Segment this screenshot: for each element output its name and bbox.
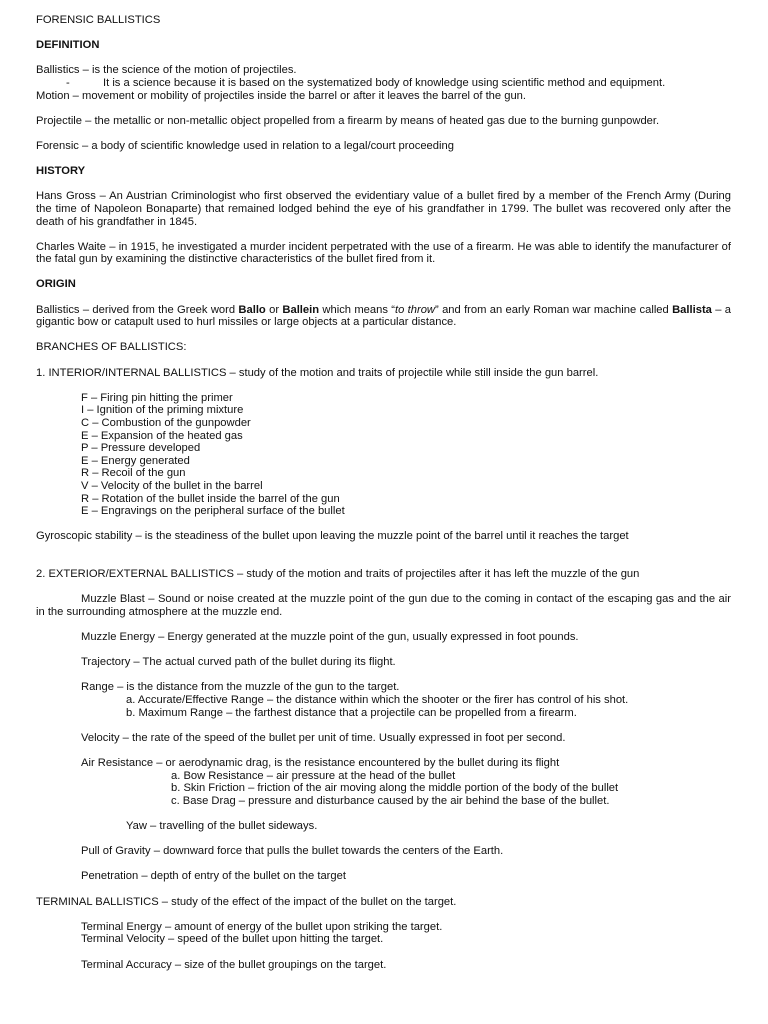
to-throw-term: to throw: [394, 303, 436, 316]
list-item: E – Engravings on the peripheral surface of the bullet: [81, 505, 345, 518]
history-heading: HISTORY: [36, 165, 86, 178]
list-item: R – Rotation of the bullet inside the barrel of the gun: [81, 492, 340, 505]
muzzle-energy: Muzzle Energy – Energy generated at the muzzle point of the gun, usually expressed in foot pounds.: [81, 631, 579, 644]
list-item: P – Pressure developed: [81, 442, 201, 455]
skin-friction: b. Skin Friction – friction of the air moving along the middle portion of the body of the bullet: [171, 782, 619, 795]
bullet-text: It is a science because it is based on the systematized body of knowledge using scientific method and equipment.: [103, 76, 666, 89]
terminal-velocity: Terminal Velocity – speed of the bullet upon hitting the target.: [81, 933, 384, 946]
list-item: E – Energy generated: [81, 454, 190, 467]
list-item: E – Expansion of the heated gas: [81, 429, 243, 442]
document-title: FORENSIC BALLISTICS: [36, 14, 161, 26]
list-item: I – Ignition of the priming mixture: [81, 404, 244, 417]
projectile-definition: Projectile – the metallic or non-metallic object propelled from a firearm by means of heated gas due to the burning gunpowder.: [36, 114, 660, 127]
muzzle-blast: Muzzle Blast – Sound or noise created at the muzzle point of the gun due to the coming in contact of the escaping gas and the air in the surrounding atmosphere at the muzzle end.: [36, 593, 731, 618]
range-accurate: a. Accurate/Effective Range – the distance within which the shooter or the firer has control of his shot.: [126, 694, 629, 707]
definition-heading: DEFINITION: [36, 39, 100, 52]
exterior-ballistics-heading: 2. EXTERIOR/EXTERNAL BALLISTICS – study of the motion and traits of projectiles after it has left the muzzle of the gun: [36, 568, 640, 581]
ballistics-bullet-point: [36, 77, 731, 90]
bow-resistance: a. Bow Resistance – air pressure at the head of the bullet: [171, 769, 456, 782]
trajectory: Trajectory – The actual curved path of the bullet during its flight.: [81, 656, 396, 669]
interior-ballistics-heading: 1. INTERIOR/INTERNAL BALLISTICS – study of the motion and traits of projectile while still inside the gun barrel.: [36, 366, 599, 379]
charles-waite-paragraph: Charles Waite – in 1915, he investigated a murder incident perpetrated with the use of a firearm. He was able to identify the manufacturer of the fatal gun by examining the distinctive characteristics of the bullet fired from it.: [36, 240, 731, 266]
penetration: Penetration – depth of entry of the bullet on the target: [81, 870, 346, 883]
hans-gross-paragraph: Hans Gross – An Austrian Criminologist who first observed the evidentiary value of a bullet fired by a member of the French Army (During the time of Napoleon Bonaparte) that remained lodged behind the eye of his grandfather in 1799. The bullet was recovered only after the death of his grandfather in 1845.: [36, 190, 731, 228]
branches-heading: BRANCHES OF BALLISTICS:: [36, 341, 187, 354]
terminal-energy: Terminal Energy – amount of energy of the bullet upon striking the target.: [81, 920, 443, 933]
origin-heading: ORIGIN: [36, 278, 76, 291]
list-item: V – Velocity of the bullet in the barrel: [81, 479, 263, 492]
terminal-ballistics-heading: TERMINAL BALLISTICS – study of the effect of the impact of the bullet on the target.: [36, 895, 457, 908]
base-drag: c. Base Drag – pressure and disturbance caused by the air behind the base of the bullet.: [171, 794, 610, 807]
gyroscopic-stability: Gyroscopic stability – is the steadiness of the bullet upon leaving the muzzle point of the barrel until it reaches the target: [36, 530, 629, 543]
ballista-term: Ballista: [672, 303, 712, 316]
forensic-definition: Forensic – a body of scientific knowledge used in relation to a legal/court proceeding: [36, 139, 454, 152]
ballistics-definition: Ballistics – is the science of the motion of projectiles.: [36, 64, 297, 77]
ballein-term: Ballein: [282, 303, 320, 316]
list-item: C – Combustion of the gunpowder: [81, 417, 251, 429]
list-item: R – Recoil of the gun: [81, 467, 186, 480]
motion-definition: Motion – movement or mobility of projectiles inside the barrel or after it leaves the barrel of the gun.: [36, 89, 527, 102]
range-maximum: b. Maximum Range – the farthest distance that a projectile can be propelled from a firearm.: [126, 706, 577, 719]
yaw: Yaw – travelling of the bullet sideways.: [126, 820, 318, 832]
pull-of-gravity: Pull of Gravity – downward force that pulls the bullet towards the centers of the Earth.: [81, 845, 504, 858]
document-page: [36, 14, 731, 971]
bullet-dash: -: [66, 76, 70, 89]
air-resistance: Air Resistance – or aerodynamic drag, is the resistance encountered by the bullet during its flight: [81, 757, 560, 770]
ballo-term: Ballo: [238, 303, 266, 316]
fire-acronym-list: [36, 392, 731, 518]
origin-paragraph: Ballistics – derived from the Greek word Ballo or Ballein which means “to throw” and from an early Roman war machine called Ballista – a gigantic bow or catapult used to hurl missiles or large objects at a particular distance.: [36, 303, 732, 329]
range: Range – is the distance from the muzzle of the gun to the target.: [81, 681, 400, 694]
terminal-accuracy: Terminal Accuracy – size of the bullet groupings on the target.: [81, 958, 387, 971]
velocity: Velocity – the rate of the speed of the bullet per unit of time. Usually expressed in foot per second.: [81, 731, 566, 744]
list-item: F – Firing pin hitting the primer: [81, 391, 233, 404]
